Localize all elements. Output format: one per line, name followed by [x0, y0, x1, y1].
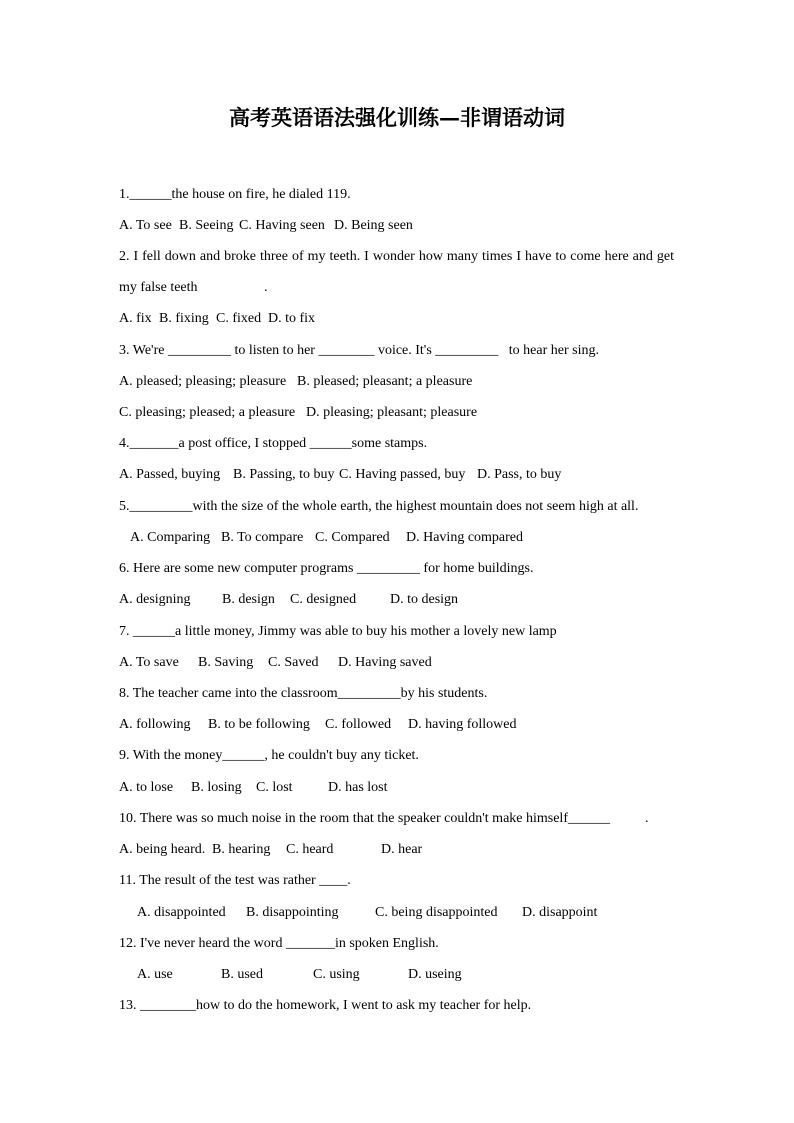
question-12-stem: 12. I've never heard the word _______in spoken English. — [119, 935, 439, 951]
question-9-option-a: A. to lose — [119, 779, 174, 795]
question-9-option-b: B. losing — [191, 779, 242, 795]
question-4-option-a: A. Passed, buying — [119, 467, 221, 483]
question-11 — [0, 865, 794, 927]
question-3 — [0, 335, 794, 429]
question-8-option-c: C. followed — [325, 717, 392, 733]
question-10 — [0, 803, 794, 865]
question-2-option-c: C. fixed — [216, 311, 262, 327]
question-12-option-b: B. used — [221, 966, 263, 982]
question-3-stem: 3. We're _________ to listen to her ________ voice. It's _________ to hear her sing. — [119, 342, 599, 358]
question-5 — [0, 491, 794, 553]
question-6-option-c: C. designed — [290, 592, 357, 608]
question-7-option-d: D. Having saved — [338, 654, 432, 670]
question-11-option-d: D. disappoint — [522, 904, 598, 920]
question-list — [0, 179, 794, 1022]
question-9 — [0, 740, 794, 802]
question-8-option-a: A. following — [119, 717, 191, 733]
page-title: 高考英语语法强化训练—非谓语动词 — [229, 105, 565, 130]
question-5-stem: 5._________with the size of the whole earth, the highest mountain does not seem high at all. — [119, 498, 639, 514]
question-4-option-b: B. Passing, to buy — [233, 467, 335, 483]
question-6-option-d: D. to design — [390, 592, 459, 608]
question-5-option-d: D. Having compared — [406, 529, 524, 545]
question-8-stem: 8. The teacher came into the classroom_________by his students. — [119, 686, 488, 701]
question-4-options — [0, 459, 794, 490]
question-9-option-c: C. lost — [256, 779, 293, 795]
question-10-option-b: B. hearing — [212, 842, 271, 858]
question-11-option-b: B. disappointing — [246, 904, 339, 920]
question-1 — [0, 179, 794, 241]
question-1-option-b: B. Seeing — [179, 217, 234, 233]
question-2-options — [0, 303, 794, 334]
question-13-stem: 13. ________how to do the homework, I went to ask my teacher for help. — [119, 998, 532, 1014]
question-7-option-b: B. Saving — [198, 654, 254, 670]
question-3-options-row-2 — [0, 397, 794, 428]
question-7-option-a: A. To save — [119, 654, 179, 670]
question-5-option-a: A. Comparing — [130, 529, 211, 545]
question-5-option-b: B. To compare — [221, 529, 304, 545]
question-10-stem: 10. There was so much noise in the room that the speaker couldn't make himself______ . — [119, 810, 649, 826]
question-7-stem: 7. ______a little money, Jimmy was able to buy his mother a lovely new lamp — [119, 623, 557, 639]
question-5-option-c: C. Compared — [315, 529, 390, 545]
question-11-stem: 11. The result of the test was rather ____. — [119, 873, 351, 889]
question-3-options-row-1 — [0, 366, 794, 397]
question-11-option-a: A. disappointed — [137, 904, 226, 920]
question-2-stem-line-2: my false teeth . — [119, 280, 268, 296]
question-2-option-d: D. to fix — [268, 311, 316, 327]
question-6-option-b: B. design — [222, 592, 275, 608]
question-3-option-d: D. pleasing; pleasant; pleasure — [306, 405, 478, 421]
question-2-stem-line-1: 2. I fell down and broke three of my teeth. I wonder how many times I have to come here and get — [119, 248, 674, 264]
question-5-options — [0, 522, 794, 553]
question-12-option-a: A. use — [137, 966, 173, 982]
question-2-option-b: B. fixing — [159, 311, 209, 327]
question-8-option-d: D. having followed — [408, 717, 517, 733]
question-7-option-c: C. Saved — [268, 654, 319, 670]
question-6-options — [0, 584, 794, 615]
question-1-option-a: A. To see — [119, 217, 172, 233]
question-1-options — [0, 210, 794, 241]
question-2 — [0, 241, 794, 335]
question-13 — [0, 990, 794, 1021]
question-4-stem: 4._______a post office, I stopped ______some stamps. — [119, 436, 428, 452]
question-8-option-b: B. to be following — [208, 717, 310, 733]
question-7-options — [0, 647, 794, 678]
question-10-option-a: A. being heard. — [119, 842, 206, 858]
question-9-options — [0, 772, 794, 803]
question-3-option-a: A. pleased; pleasing; pleasure — [119, 373, 287, 389]
question-1-option-d: D. Being seen — [334, 217, 413, 233]
question-2-option-a: A. fix — [119, 311, 152, 327]
question-11-options — [0, 897, 794, 928]
question-6-stem: 6. Here are some new computer programs _________ for home buildings. — [119, 561, 534, 577]
question-10-option-d: D. hear — [381, 842, 423, 858]
question-8-options — [0, 709, 794, 740]
question-1-option-c: C. Having seen — [239, 217, 325, 233]
question-3-option-c: C. pleasing; pleased; a pleasure — [119, 405, 296, 421]
question-10-options — [0, 834, 794, 865]
question-12-option-d: D. useing — [408, 966, 462, 982]
question-9-option-d: D. has lost — [328, 779, 388, 795]
question-3-option-b: B. pleased; pleasant; a pleasure — [297, 373, 473, 389]
question-1-stem: 1.______the house on fire, he dialed 119. — [119, 186, 351, 202]
question-6-option-a: A. designing — [119, 592, 191, 608]
question-10-option-c: C. heard — [286, 842, 334, 858]
question-11-option-c: C. being disappointed — [375, 904, 498, 920]
question-9-stem: 9. With the money______, he couldn't buy any ticket. — [119, 748, 419, 764]
question-8 — [0, 678, 794, 740]
question-4-option-d: D. Pass, to buy — [477, 467, 562, 483]
question-6 — [0, 553, 794, 615]
question-12-options — [0, 959, 794, 990]
question-4 — [0, 428, 794, 490]
question-4-option-c: C. Having passed, buy — [339, 467, 466, 483]
question-12 — [0, 928, 794, 990]
question-12-option-c: C. using — [313, 966, 360, 982]
question-7 — [0, 616, 794, 678]
